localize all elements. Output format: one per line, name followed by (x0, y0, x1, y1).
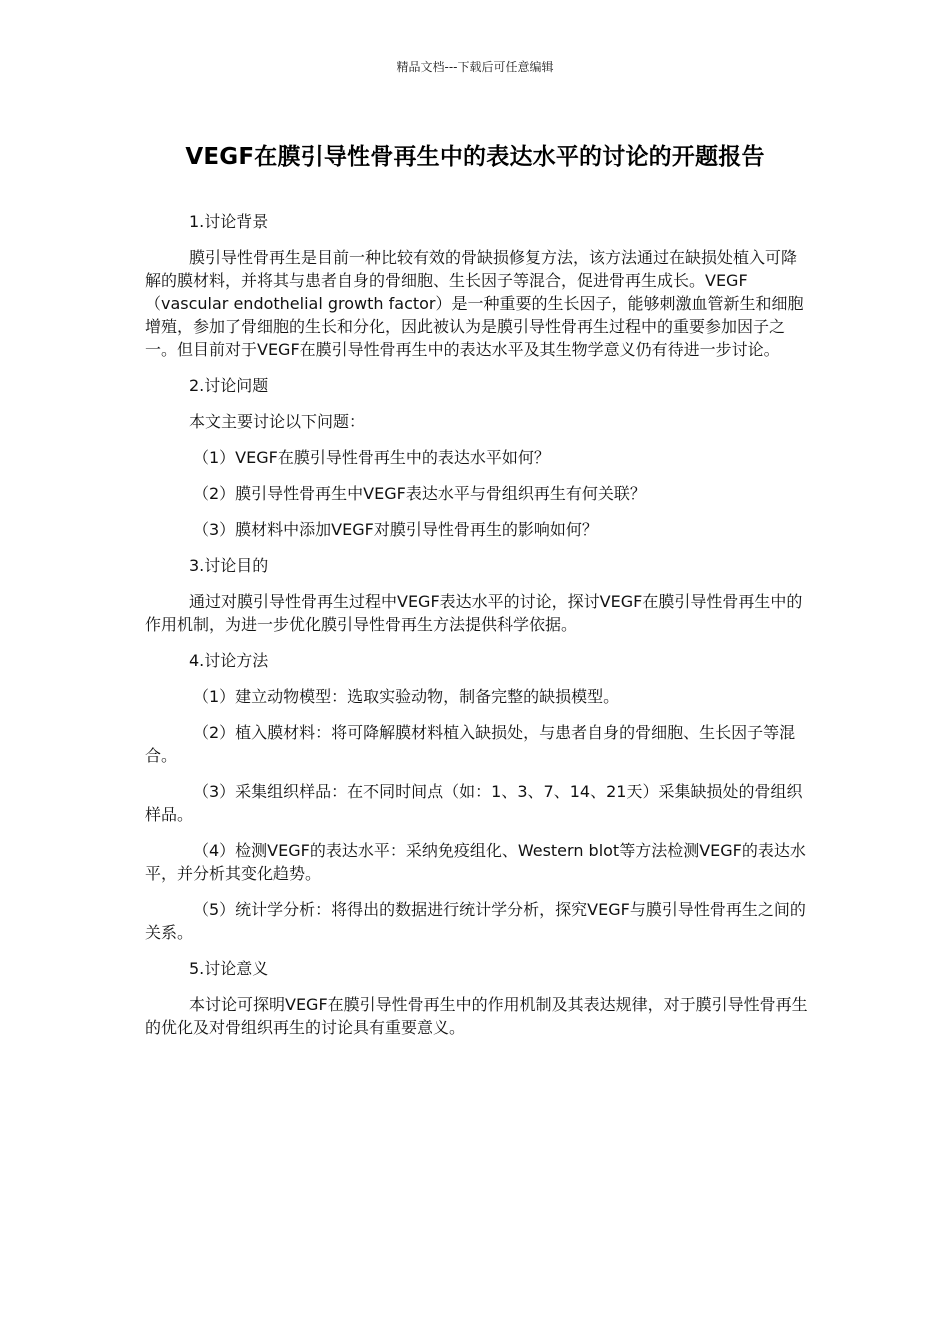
document-body (145, 210, 810, 1052)
section-heading-significance: 5.讨论意义 (189, 959, 269, 978)
significance-paragraph: 本讨论可探明VEGF在膜引导性骨再生中的作用机制及其表达规律，对于膜引导性骨再生的优化及对骨组织再生的讨论具有重要意义。 (145, 995, 808, 1037)
section-heading-purpose: 3.讨论目的 (189, 556, 269, 575)
background-paragraph: 膜引导性骨再生是目前一种比较有效的骨缺损修复方法，该方法通过在缺损处植入可降解的膜材料，并将其与患者自身的骨细胞、生长因子等混合，促进骨再生成长。VEGF（vascular endothelial growth factor）是一种重要的生长因子，能够刺激血管新生和细胞增殖，参加了骨细胞的生长和分化，因此被认为是膜引导性骨再生过程中的重要参加因子之一。但目前对于VEGF在膜引导性骨再生中的表达水平及其生物学意义仍有待进一步讨论。 (145, 248, 804, 359)
method-item: （5）统计学分析：将得出的数据进行统计学分析，探究VEGF与膜引导性骨再生之间的关系。 (145, 900, 806, 942)
section-heading-questions: 2.讨论问题 (189, 376, 269, 395)
document-title: VEGF在膜引导性骨再生中的表达水平的讨论的开题报告 (185, 144, 765, 170)
question-item: （2）膜引导性骨再生中VEGF表达水平与骨组织再生有何关联？ (193, 484, 646, 503)
method-item: （3）采集组织样品：在不同时间点（如：1、3、7、14、21天）采集缺损处的骨组织样品。 (145, 782, 803, 824)
purpose-paragraph: 通过对膜引导性骨再生过程中VEGF表达水平的讨论，探讨VEGF在膜引导性骨再生中的作用机制，为进一步优化膜引导性骨再生方法提供科学依据。 (145, 592, 803, 634)
section-heading-background: 1.讨论背景 (189, 212, 269, 231)
header-note: 精品文档---下载后可任意编辑 (396, 60, 554, 74)
question-item: （1）VEGF在膜引导性骨再生中的表达水平如何？ (193, 448, 550, 467)
method-item: （1）建立动物模型：选取实验动物，制备完整的缺损模型。 (193, 687, 620, 706)
question-item: （3）膜材料中添加VEGF对膜引导性骨再生的影响如何？ (193, 520, 598, 539)
section-heading-methods: 4.讨论方法 (189, 651, 269, 670)
questions-intro: 本文主要讨论以下问题： (189, 412, 366, 431)
method-item: （4）检测VEGF的表达水平：采纳免疫组化、Western blot等方法检测VEGF的表达水平，并分析其变化趋势。 (145, 841, 806, 883)
method-item: （2）植入膜材料：将可降解膜材料植入缺损处，与患者自身的骨细胞、生长因子等混合。 (145, 723, 796, 765)
